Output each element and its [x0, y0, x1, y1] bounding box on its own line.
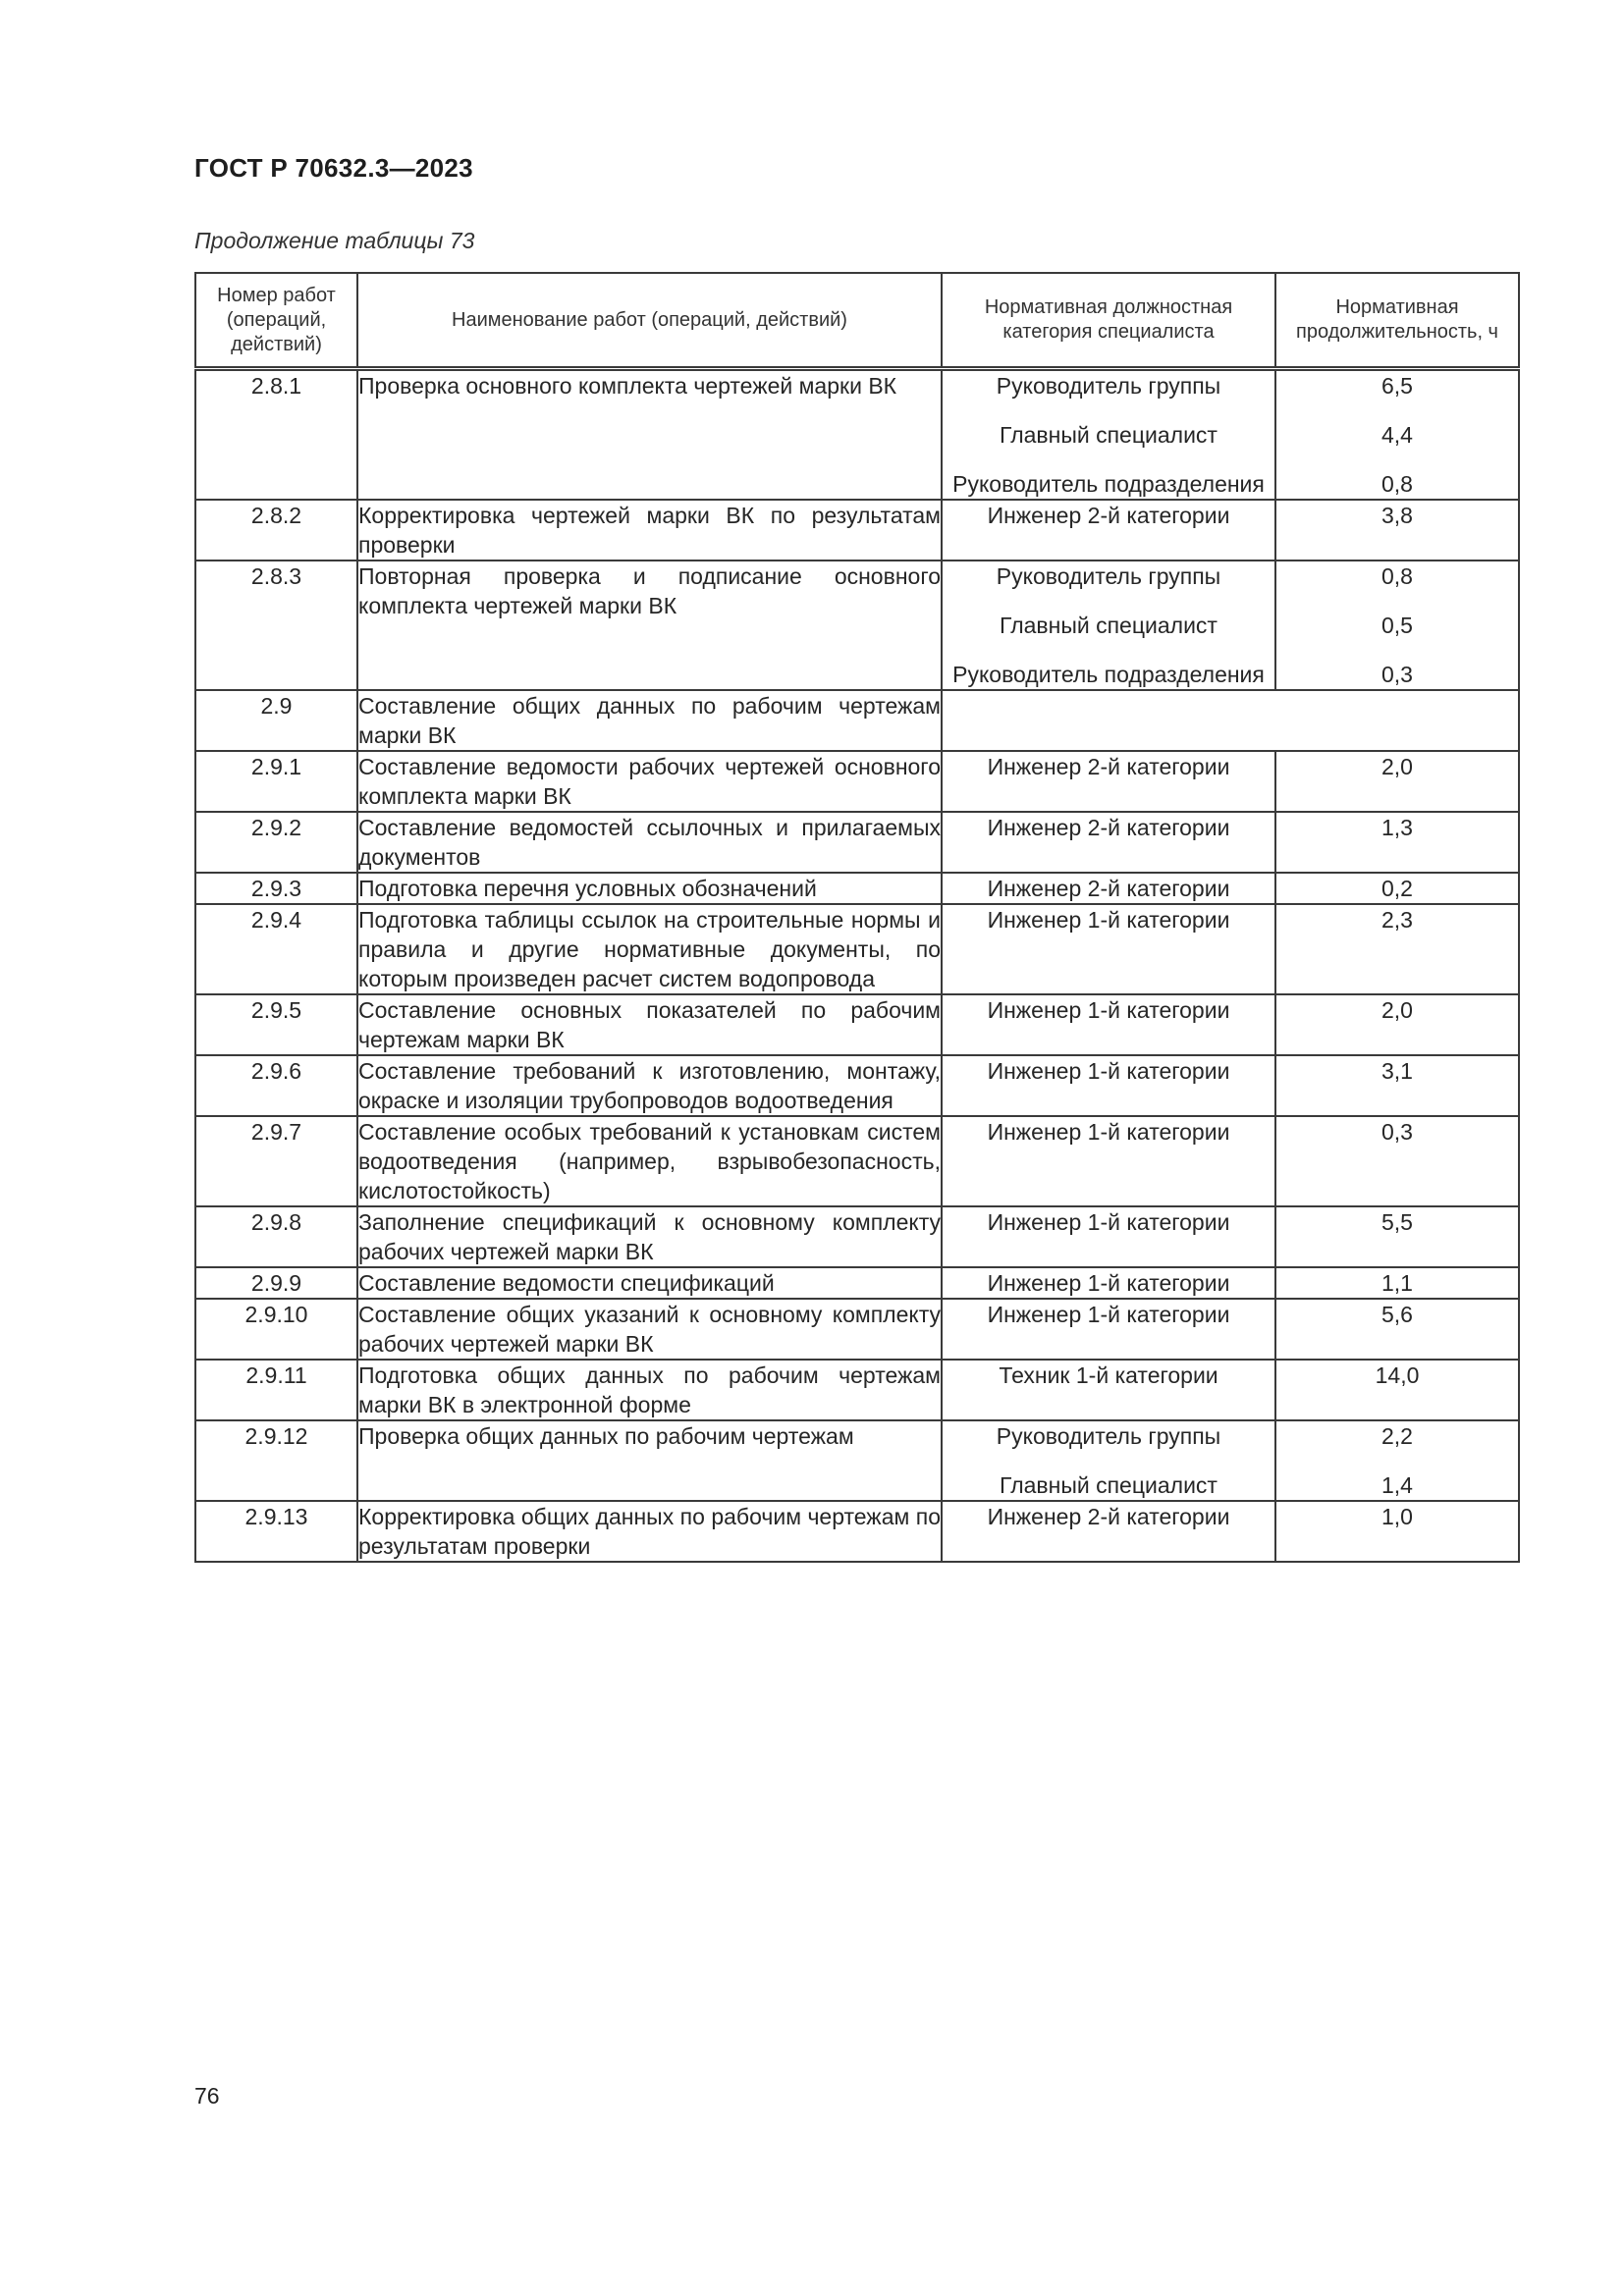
specialist-category: Техник 1-й категории [999, 1362, 1218, 1388]
cell-work-name: Повторная проверка и подписание основного комплекта чертежей марки ВК [357, 561, 942, 690]
table-row [195, 994, 1519, 1055]
cell-specialist [942, 500, 1275, 561]
duration-value: 0,2 [1381, 876, 1413, 901]
cell-specialist [942, 1501, 1275, 1562]
specialist-category: Инженер 1-й категории [987, 1119, 1230, 1145]
cell-specialist [942, 751, 1275, 812]
cell-work-number: 2.8.2 [195, 500, 357, 561]
duration-value: 0,8 [1381, 563, 1413, 589]
cell-work-name: Составление ведомости рабочих чертежей основного комплекта марки ВК [357, 751, 942, 812]
cell-work-name: Заполнение спецификаций к основному комплекту рабочих чертежей марки ВК [357, 1206, 942, 1267]
specialist-category: Главный специалист [1000, 613, 1218, 638]
table-header [195, 273, 1519, 369]
duration-value: 0,5 [1381, 613, 1413, 638]
duration-value: 0,3 [1381, 662, 1413, 687]
cell-work-name: Корректировка чертежей марки ВК по результатам проверки [357, 500, 942, 561]
cell-work-number: 2.9.12 [195, 1420, 357, 1501]
duration-value: 14,0 [1375, 1362, 1420, 1388]
table-row [195, 1055, 1519, 1116]
specialist-category: Инженер 1-й категории [987, 1270, 1230, 1296]
cell-work-number: 2.9.13 [195, 1501, 357, 1562]
page-number: 76 [194, 2083, 220, 2109]
table-row [195, 1501, 1519, 1562]
cell-empty-merged [942, 690, 1519, 751]
table-caption: Продолжение таблицы 73 [194, 228, 475, 253]
duration-value: 2,0 [1381, 997, 1413, 1023]
cell-duration [1275, 812, 1519, 873]
cell-work-number: 2.9.1 [195, 751, 357, 812]
cell-work-number: 2.9.9 [195, 1267, 357, 1299]
table-row [195, 751, 1519, 812]
specialist-category: Инженер 1-й категории [987, 1302, 1230, 1327]
cell-specialist [942, 1206, 1275, 1267]
cell-duration [1275, 751, 1519, 812]
cell-work-name: Составление особых требований к установкам систем водоотведения (например, взрывобезопасность, кислотостойкость) [357, 1116, 942, 1206]
cell-duration [1275, 500, 1519, 561]
cell-work-name: Подготовка общих данных по рабочим чертежам марки ВК в электронной форме [357, 1360, 942, 1420]
cell-duration [1275, 1206, 1519, 1267]
specialist-category: Инженер 2-й категории [987, 815, 1230, 840]
specialist-category: Инженер 1-й категории [987, 907, 1230, 933]
cell-specialist [942, 561, 1275, 690]
duration-value: 1,3 [1381, 815, 1413, 840]
duration-value: 5,5 [1381, 1209, 1413, 1235]
cell-duration [1275, 904, 1519, 994]
column-header-specialist: Нормативная должностная категория специалиста [942, 273, 1275, 369]
duration-value: 2,2 [1381, 1423, 1413, 1449]
duration-value: 3,1 [1381, 1058, 1413, 1084]
cell-duration [1275, 1420, 1519, 1501]
cell-work-name: Составление ведомостей ссылочных и прилагаемых документов [357, 812, 942, 873]
cell-work-name: Подготовка таблицы ссылок на строительные нормы и правила и другие нормативные документы, по которым произведен расчет систем водопровода [357, 904, 942, 994]
column-header-name: Наименование работ (операций, действий) [357, 273, 942, 369]
cell-specialist [942, 812, 1275, 873]
duration-value: 0,8 [1381, 471, 1413, 497]
table-row [195, 1206, 1519, 1267]
cell-specialist [942, 873, 1275, 904]
cell-work-number: 2.9.6 [195, 1055, 357, 1116]
duration-value: 1,4 [1381, 1472, 1413, 1498]
cell-duration [1275, 1299, 1519, 1360]
table-row [195, 561, 1519, 690]
document-code: ГОСТ Р 70632.3—2023 [194, 153, 473, 183]
table-body [195, 369, 1519, 1563]
duration-value: 1,0 [1381, 1504, 1413, 1529]
cell-duration [1275, 1360, 1519, 1420]
cell-work-number: 2.9.8 [195, 1206, 357, 1267]
table-row [195, 1360, 1519, 1420]
cell-specialist [942, 1420, 1275, 1501]
table-row [195, 369, 1519, 501]
specialist-category: Инженер 1-й категории [987, 1209, 1230, 1235]
table-row [195, 690, 1519, 751]
cell-duration [1275, 994, 1519, 1055]
cell-specialist [942, 904, 1275, 994]
specialist-category: Руководитель подразделения [952, 662, 1265, 687]
duration-value: 0,3 [1381, 1119, 1413, 1145]
specialist-category: Инженер 2-й категории [987, 1504, 1230, 1529]
duration-value: 5,6 [1381, 1302, 1413, 1327]
cell-work-number: 2.8.1 [195, 369, 357, 501]
cell-duration [1275, 873, 1519, 904]
specialist-category: Инженер 1-й категории [987, 1058, 1230, 1084]
table-row [195, 873, 1519, 904]
specialist-category: Главный специалист [1000, 422, 1218, 448]
cell-work-number: 2.9.7 [195, 1116, 357, 1206]
specialist-category: Инженер 2-й категории [987, 876, 1230, 901]
duration-value: 3,8 [1381, 503, 1413, 528]
cell-duration [1275, 1116, 1519, 1206]
duration-value: 6,5 [1381, 373, 1413, 399]
cell-specialist [942, 1116, 1275, 1206]
cell-work-number: 2.9 [195, 690, 357, 751]
cell-duration [1275, 561, 1519, 690]
specialist-category: Главный специалист [1000, 1472, 1218, 1498]
table-row [195, 812, 1519, 873]
header-row [195, 273, 1519, 369]
cell-work-name: Подготовка перечня условных обозначений [357, 873, 942, 904]
cell-work-number: 2.9.5 [195, 994, 357, 1055]
norms-table [194, 272, 1520, 1563]
cell-work-number: 2.8.3 [195, 561, 357, 690]
specialist-category: Инженер 2-й категории [987, 503, 1230, 528]
cell-duration [1275, 369, 1519, 501]
duration-value: 2,3 [1381, 907, 1413, 933]
cell-work-name: Составление общих указаний к основному комплекту рабочих чертежей марки ВК [357, 1299, 942, 1360]
table-row [195, 1116, 1519, 1206]
cell-work-name: Корректировка общих данных по рабочим чертежам по результатам проверки [357, 1501, 942, 1562]
specialist-category: Руководитель группы [996, 563, 1221, 589]
specialist-category: Инженер 1-й категории [987, 997, 1230, 1023]
table-row [195, 1299, 1519, 1360]
cell-specialist [942, 994, 1275, 1055]
specialist-category: Руководитель группы [996, 1423, 1221, 1449]
cell-specialist [942, 1299, 1275, 1360]
cell-specialist [942, 369, 1275, 501]
cell-specialist [942, 1055, 1275, 1116]
cell-specialist [942, 1267, 1275, 1299]
specialist-category: Руководитель группы [996, 373, 1221, 399]
table-row [195, 1420, 1519, 1501]
specialist-category: Инженер 2-й категории [987, 754, 1230, 779]
cell-work-name: Составление ведомости спецификаций [357, 1267, 942, 1299]
specialist-category: Руководитель подразделения [952, 471, 1265, 497]
column-header-duration: Нормативная продолжительность, ч [1275, 273, 1519, 369]
duration-value: 2,0 [1381, 754, 1413, 779]
cell-duration [1275, 1501, 1519, 1562]
table-row [195, 1267, 1519, 1299]
cell-work-number: 2.9.10 [195, 1299, 357, 1360]
cell-duration [1275, 1267, 1519, 1299]
cell-duration [1275, 1055, 1519, 1116]
cell-work-name: Составление общих данных по рабочим чертежам марки ВК [357, 690, 942, 751]
cell-work-name: Составление требований к изготовлению, монтажу, окраске и изоляции трубопроводов водоотведения [357, 1055, 942, 1116]
cell-work-number: 2.9.2 [195, 812, 357, 873]
table-row [195, 500, 1519, 561]
duration-value: 4,4 [1381, 422, 1413, 448]
cell-work-number: 2.9.11 [195, 1360, 357, 1420]
cell-specialist [942, 1360, 1275, 1420]
cell-work-number: 2.9.4 [195, 904, 357, 994]
column-header-number: Номер работ (операций, действий) [195, 273, 357, 369]
duration-value: 1,1 [1381, 1270, 1413, 1296]
cell-work-number: 2.9.3 [195, 873, 357, 904]
cell-work-name: Проверка основного комплекта чертежей марки ВК [357, 369, 942, 501]
table-row [195, 904, 1519, 994]
cell-work-name: Составление основных показателей по рабочим чертежам марки ВК [357, 994, 942, 1055]
cell-work-name: Проверка общих данных по рабочим чертежам [357, 1420, 942, 1501]
